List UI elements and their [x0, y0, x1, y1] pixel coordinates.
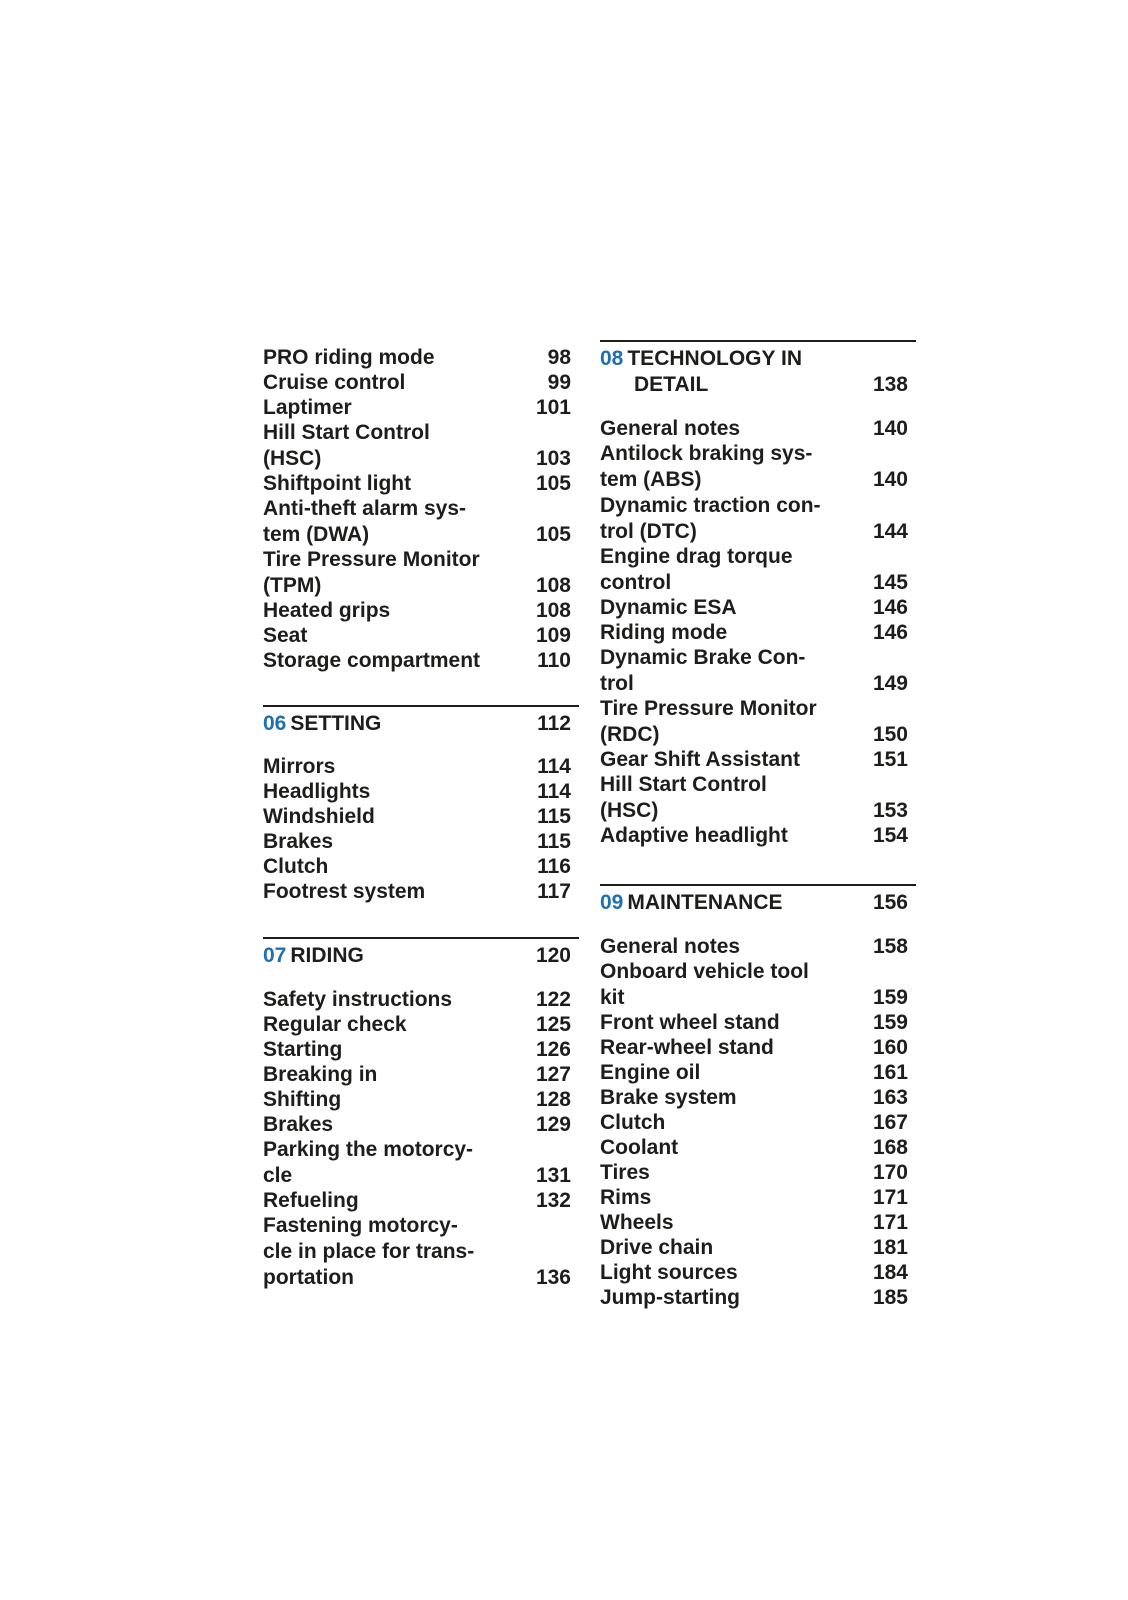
toc-entry[interactable]	[600, 1260, 916, 1286]
entry-label: Clutch	[263, 855, 329, 878]
chapter-number: 06	[263, 712, 287, 735]
section-rule	[263, 937, 579, 939]
chapter-title: MAINTENANCE	[627, 891, 783, 914]
toc-entry[interactable]	[600, 645, 916, 697]
entry-page: 108	[535, 599, 571, 622]
entry-page: 153	[872, 799, 908, 822]
chapter-title-cont: DETAIL	[634, 373, 709, 396]
toc-entry[interactable]	[600, 934, 916, 960]
toc-entry[interactable]	[600, 1060, 916, 1086]
entry-page: 127	[535, 1063, 571, 1086]
entry-page: 184	[872, 1261, 908, 1284]
toc-entry[interactable]	[263, 1037, 579, 1063]
entry-page: 171	[872, 1211, 908, 1234]
entry-page: 114	[537, 755, 571, 778]
toc-entry[interactable]	[263, 496, 579, 548]
chapter-title: RIDING	[290, 944, 364, 967]
entry-page: 115	[537, 805, 571, 828]
toc-entry[interactable]	[600, 747, 916, 773]
toc-entry[interactable]	[263, 854, 579, 880]
chapter-heading[interactable]	[600, 346, 916, 398]
chapter-title: TECHNOLOGY IN	[627, 347, 802, 370]
toc-entry[interactable]	[600, 1010, 916, 1036]
toc-entry[interactable]	[600, 1160, 916, 1186]
entry-label: (RDC)	[600, 723, 660, 746]
entry-page: 105	[535, 472, 571, 495]
toc-entry[interactable]	[600, 544, 916, 596]
toc-entry[interactable]	[600, 1210, 916, 1236]
toc-entry[interactable]	[263, 779, 579, 805]
entry-page: 149	[872, 672, 908, 695]
entry-label: Tires	[600, 1161, 650, 1184]
toc-entry[interactable]	[600, 1285, 916, 1311]
entry-label: Headlights	[263, 780, 371, 803]
entry-page: 159	[872, 1011, 908, 1034]
entry-label: cle in place for trans-	[263, 1240, 475, 1263]
entry-page: 160	[872, 1036, 908, 1059]
entry-label: Parking the motorcy-	[263, 1138, 474, 1161]
entry-label: Gear Shift Assistant	[600, 748, 800, 771]
entry-page: 99	[547, 371, 571, 394]
entry-page: 161	[872, 1061, 908, 1084]
toc-entry[interactable]	[600, 1135, 916, 1161]
section-rule	[263, 705, 579, 707]
entry-label: kit	[600, 986, 625, 1009]
entry-page: 132	[535, 1189, 571, 1212]
entry-page: 101	[535, 396, 571, 419]
entry-label: Dynamic traction con-	[600, 494, 821, 517]
entry-page: 151	[872, 748, 908, 771]
entry-label: Refueling	[263, 1189, 359, 1212]
entry-label: Tire Pressure Monitor	[263, 548, 480, 571]
toc-entry[interactable]	[600, 1185, 916, 1211]
chapter-page: 138	[872, 373, 908, 396]
entry-label: Storage compartment	[263, 649, 481, 672]
toc-entry[interactable]	[263, 370, 579, 396]
entry-page: 146	[872, 621, 908, 644]
toc-entry[interactable]	[263, 1137, 579, 1189]
section-rule	[600, 340, 916, 342]
entry-label: Clutch	[600, 1111, 666, 1134]
chapter-page: 112	[537, 712, 571, 735]
entry-page: 140	[872, 417, 908, 440]
entry-label: Engine oil	[600, 1061, 701, 1084]
toc-entry[interactable]	[263, 648, 579, 674]
toc-entry[interactable]	[600, 1085, 916, 1111]
entry-page: 145	[872, 571, 908, 594]
entry-label: Adaptive headlight	[600, 824, 788, 847]
entry-page: 171	[872, 1186, 908, 1209]
entry-page: 110	[537, 649, 571, 672]
entry-label: Drive chain	[600, 1236, 714, 1259]
entry-label: Hill Start Control	[263, 421, 430, 444]
entry-page: 98	[547, 346, 571, 369]
entry-label: Dynamic Brake Con-	[600, 646, 806, 669]
entry-label: Dynamic ESA	[600, 596, 737, 619]
chapter-heading[interactable]	[263, 943, 579, 969]
entry-label: Heated grips	[263, 599, 391, 622]
entry-label: trol	[600, 672, 634, 695]
toc-entry[interactable]	[600, 1035, 916, 1061]
entry-page: 140	[872, 468, 908, 491]
toc-entry[interactable]	[263, 1062, 579, 1088]
entry-label: Antilock braking sys-	[600, 442, 813, 465]
toc-entry[interactable]	[600, 416, 916, 442]
toc-entry[interactable]	[600, 1110, 916, 1136]
toc-entry[interactable]	[600, 620, 916, 646]
toc-entry[interactable]	[600, 696, 916, 748]
entry-label: Hill Start Control	[600, 773, 767, 796]
entry-label: Brakes	[263, 1113, 334, 1136]
entry-label: Shifting	[263, 1088, 342, 1111]
toc-entry[interactable]	[600, 959, 916, 1011]
entry-label: Engine drag torque	[600, 545, 793, 568]
entry-page: 125	[535, 1013, 571, 1036]
entry-label: cle	[263, 1164, 293, 1187]
toc-entry[interactable]	[263, 395, 579, 421]
entry-page: 114	[537, 780, 571, 803]
entry-label: Rims	[600, 1186, 652, 1209]
entry-page: 158	[872, 935, 908, 958]
entry-label: Brakes	[263, 830, 334, 853]
chapter-number: 08	[600, 347, 624, 370]
entry-page: 105	[535, 523, 571, 546]
entry-label: Regular check	[263, 1013, 407, 1036]
entry-page: 154	[872, 824, 908, 847]
entry-label: Riding mode	[600, 621, 728, 644]
entry-page: 167	[872, 1111, 908, 1134]
entry-label: Cruise control	[263, 371, 406, 394]
toc-entry[interactable]	[263, 471, 579, 497]
entry-page: 129	[535, 1113, 571, 1136]
entry-page: 131	[535, 1164, 571, 1187]
entry-label: Shiftpoint light	[263, 472, 412, 495]
toc-entry[interactable]	[263, 879, 579, 905]
entry-page: 159	[872, 986, 908, 1009]
chapter-heading[interactable]	[600, 890, 916, 916]
toc-entry[interactable]	[600, 441, 916, 493]
toc-entry[interactable]	[263, 420, 579, 472]
entry-page: 115	[537, 830, 571, 853]
entry-label: (HSC)	[600, 799, 659, 822]
entry-label: Anti-theft alarm sys-	[263, 497, 467, 520]
entry-label: tem (DWA)	[263, 523, 370, 546]
toc-entry[interactable]	[600, 772, 916, 824]
toc-entry[interactable]	[263, 623, 579, 649]
entry-page: 144	[872, 520, 908, 543]
toc-entry[interactable]	[263, 1188, 579, 1214]
entry-label: Onboard vehicle tool	[600, 960, 809, 983]
entry-label: Wheels	[600, 1211, 674, 1234]
entry-label: Mirrors	[263, 755, 336, 778]
toc-entry[interactable]	[263, 1112, 579, 1138]
section-rule	[600, 884, 916, 886]
entry-label: Front wheel stand	[600, 1011, 780, 1034]
entry-page: 109	[535, 624, 571, 647]
toc-entry[interactable]	[263, 345, 579, 371]
entry-label: Seat	[263, 624, 308, 647]
chapter-number: 09	[600, 891, 624, 914]
entry-page: 122	[535, 988, 571, 1011]
entry-label: (HSC)	[263, 447, 322, 470]
entry-label: control	[600, 571, 672, 594]
chapter-page: 120	[535, 944, 571, 967]
entry-label: trol (DTC)	[600, 520, 697, 543]
toc-entry[interactable]	[263, 754, 579, 780]
entry-label: PRO riding mode	[263, 346, 435, 369]
entry-label: Breaking in	[263, 1063, 378, 1086]
entry-label: tem (ABS)	[600, 468, 702, 491]
entry-page: 126	[535, 1038, 571, 1061]
toc-entry[interactable]	[263, 598, 579, 624]
chapter-heading[interactable]	[263, 711, 579, 737]
entry-label: Tire Pressure Monitor	[600, 697, 817, 720]
entry-page: 146	[872, 596, 908, 619]
entry-page: 103	[535, 447, 571, 470]
entry-label: Brake system	[600, 1086, 737, 1109]
entry-page: 136	[535, 1266, 571, 1289]
entry-page: 150	[872, 723, 908, 746]
entry-label: Footrest system	[263, 880, 426, 903]
chapter-page: 156	[872, 891, 908, 914]
chapter-number: 07	[263, 944, 287, 967]
entry-label: Windshield	[263, 805, 375, 828]
chapter-title: SETTING	[290, 712, 382, 735]
toc-entry[interactable]	[600, 823, 916, 849]
entry-label: General notes	[600, 935, 741, 958]
entry-page: 117	[537, 880, 571, 903]
toc-entry[interactable]	[263, 1087, 579, 1113]
toc-entry[interactable]	[263, 1213, 579, 1291]
entry-page: 181	[872, 1236, 908, 1259]
entry-label: Coolant	[600, 1136, 679, 1159]
entry-label: Jump-starting	[600, 1286, 741, 1309]
toc-entry[interactable]	[600, 1235, 916, 1261]
entry-label: Fastening motorcy-	[263, 1214, 458, 1237]
entry-label: Light sources	[600, 1261, 738, 1284]
toc-entry[interactable]	[263, 1012, 579, 1038]
toc-entry[interactable]	[600, 493, 916, 545]
entry-label: General notes	[600, 417, 741, 440]
entry-label: Rear-wheel stand	[600, 1036, 774, 1059]
entry-page: 108	[535, 574, 571, 597]
toc-entry[interactable]	[263, 987, 579, 1013]
toc-entry[interactable]	[263, 804, 579, 830]
entry-page: 170	[872, 1161, 908, 1184]
entry-page: 128	[535, 1088, 571, 1111]
entry-label: Starting	[263, 1038, 343, 1061]
entry-page: 168	[872, 1136, 908, 1159]
entry-label: portation	[263, 1266, 354, 1289]
entry-page: 163	[872, 1086, 908, 1109]
toc-entry[interactable]	[263, 547, 579, 599]
entry-label: (TPM)	[263, 574, 322, 597]
toc-entry[interactable]	[600, 595, 916, 621]
entry-page: 116	[537, 855, 571, 878]
entry-page: 185	[872, 1286, 908, 1309]
entry-label: Safety instructions	[263, 988, 453, 1011]
entry-label: Laptimer	[263, 396, 352, 419]
toc-entry[interactable]	[263, 829, 579, 855]
